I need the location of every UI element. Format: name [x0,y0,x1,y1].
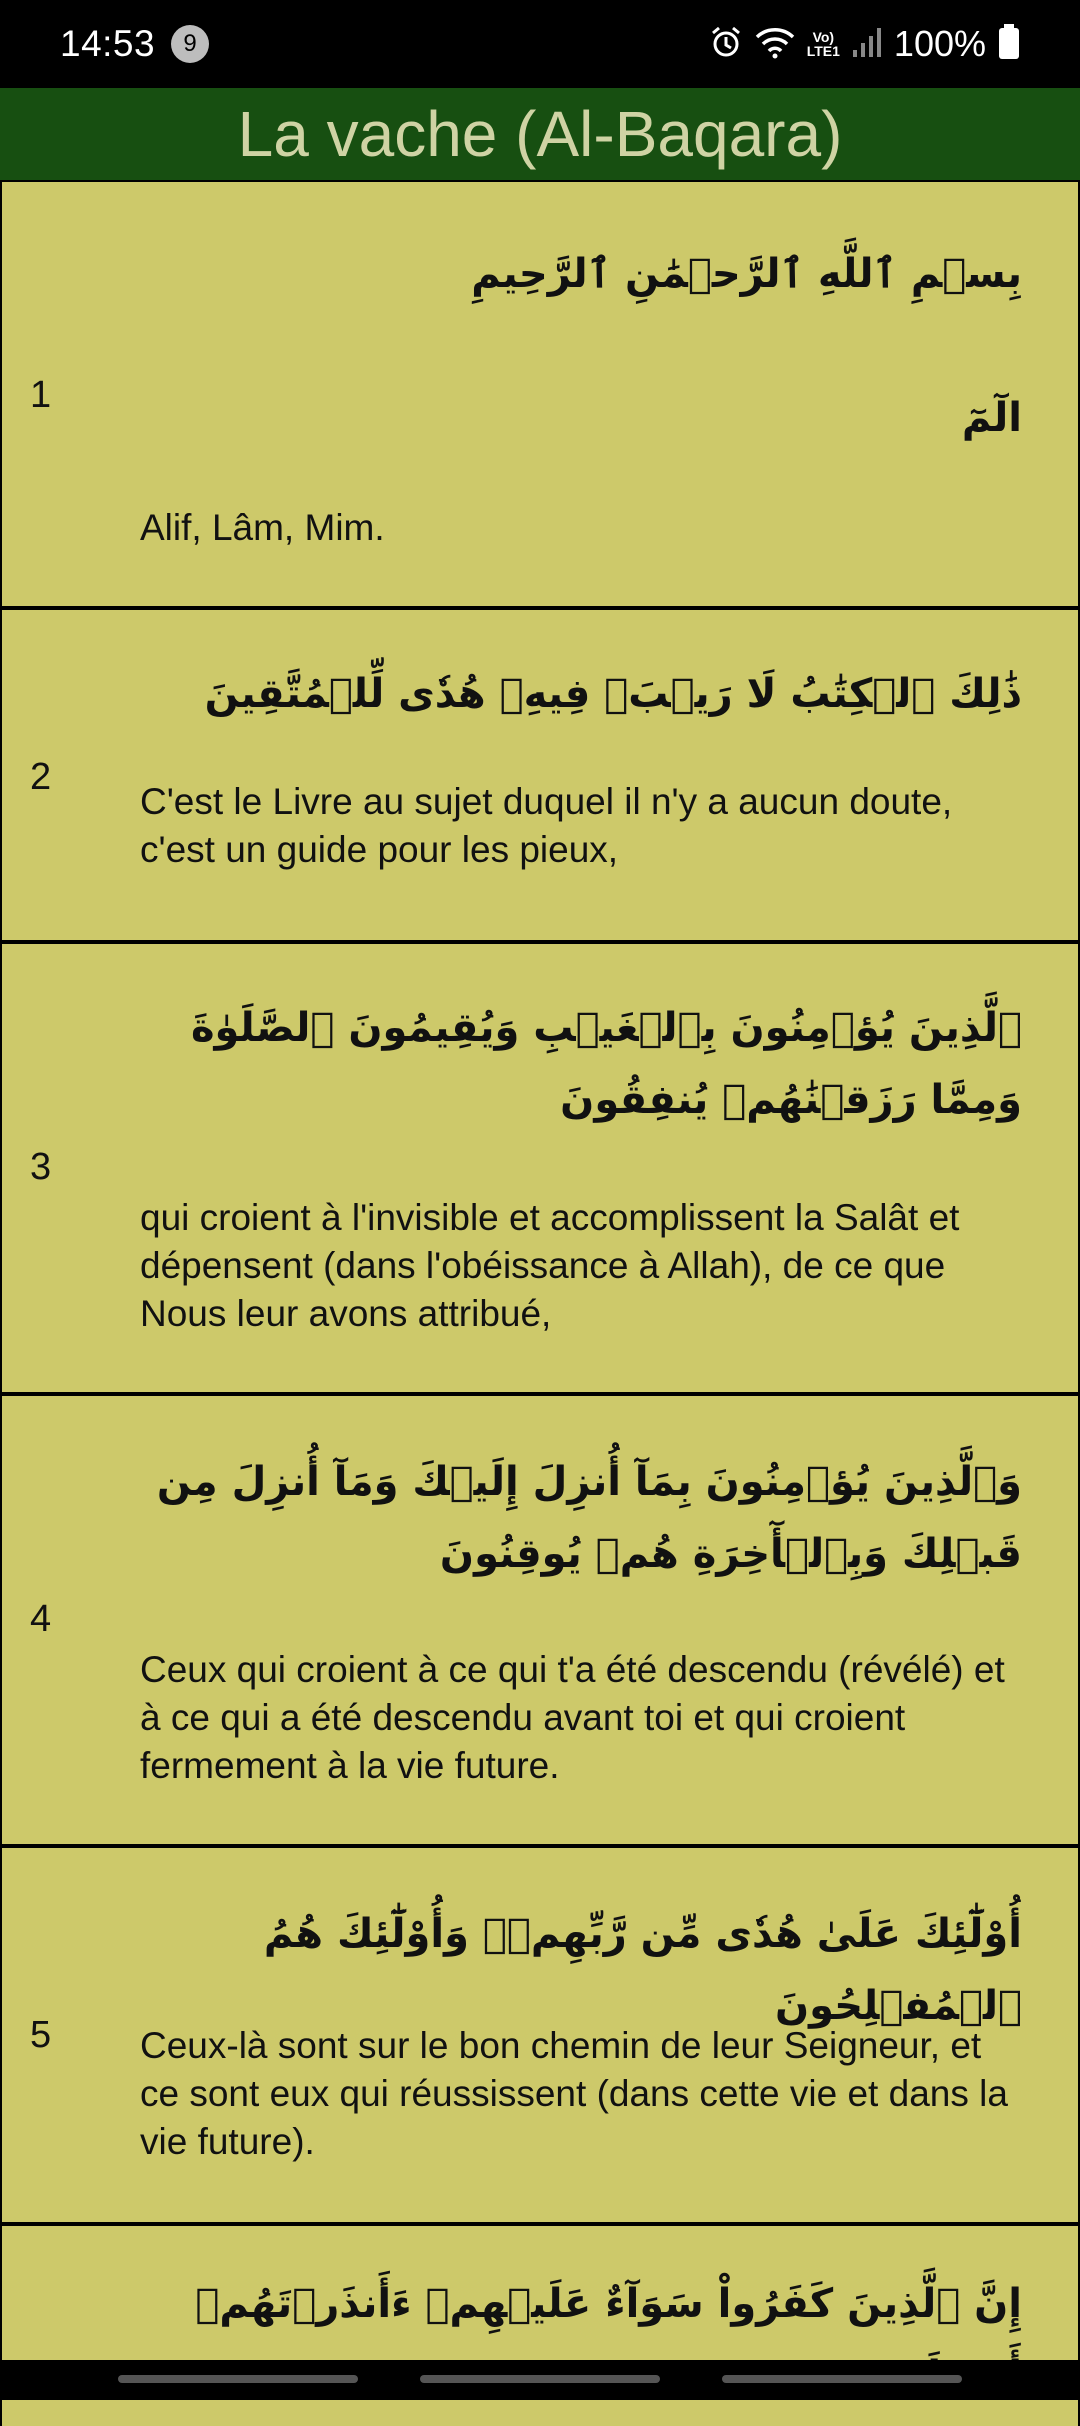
status-bar [0,0,1080,88]
verse-number: 5 [30,2014,52,2056]
verse-number: 2 [30,756,52,798]
bismillah-text: بِسۡمِ ٱللَّهِ ٱلرَّحۡمَٰنِ ٱلرَّحِيمِ [471,251,1022,297]
status-time: 14:53 [60,23,156,64]
alarm-icon [709,25,743,64]
verse-arabic: ذَٰلِكَ ٱلۡكِتَٰبُ لَا رَيۡبَۛ فِيهِۛ هُدٗى لِّلۡمُتَّقِينَ [204,671,1022,717]
verse-arabic: الٓمٓ [961,395,1022,441]
verse-list[interactable] [0,180,1080,2360]
verse-translation: Ceux qui croient à ce qui t'a été descendu (révélé) et à ce qui a été descendu avant toi et qui croient fermement à la vie future. [140,1649,1005,1786]
lte-label: LTE1 [806,43,840,59]
verse-arabic: ٱلَّذِينَ يُؤۡمِنُونَ بِٱلۡغَيۡبِ وَيُقِيمُونَ ٱلصَّلَوٰةَ وَمِمَّا رَزَقۡنَٰهُمۡ يُنفِقُونَ [190,1005,1022,1123]
verse-card-1[interactable] [2,182,1078,606]
verse-number: 1 [30,374,52,416]
wifi-icon [755,25,795,64]
verse-card-4[interactable] [2,1396,1078,1844]
battery-percent: 100% [893,23,986,64]
nav-pill-center[interactable] [420,2375,660,2383]
verse-translation: Ceux-là sont sur le bon chemin de leur Seigneur, et ce sont eux qui réussissent (dans cette vie et dans la vie future). [140,2025,1008,2162]
verse-arabic: وَٱلَّذِينَ يُؤۡمِنُونَ بِمَآ أُنزِلَ إِلَيۡكَ وَمَآ أُنزِلَ مِن قَبۡلِكَ وَبِٱلۡأٓخِرَةِ هُمۡ يُوقِنُونَ [156,1459,1022,1577]
nav-pill-left[interactable] [118,2375,358,2383]
navigation-bar [0,2360,1080,2400]
verse-card-5[interactable] [2,1848,1078,2222]
verse-card-2[interactable] [2,610,1078,940]
page-title-bar [0,88,1080,180]
verse-translation: C'est le Livre au sujet duquel il n'y a aucun doute, c'est un guide pour les pieux, [140,781,953,870]
status-icons [709,23,1020,65]
verse-arabic: إِنَّ ٱلَّذِينَ كَفَرُواْ سَوَآءٌ عَلَيۡهِمۡ ءَأَنذَرۡتَهُمۡ [195,2281,1022,2327]
verse-card-3[interactable] [2,944,1078,1392]
signal-icon [852,26,882,63]
volte-indicator [807,30,840,58]
verse-number: 3 [30,1146,52,1188]
verse-translation: qui croient à l'invisible et accomplissent la Salât et dépensent (dans l'obéissance à Allah), de ce que Nous leur avons attribué, [140,1197,960,1334]
volte-label: Vo) [812,29,835,45]
verse-translation: Alif, Lâm, Mim. [140,507,385,548]
notification-count-badge: 9 [171,25,209,63]
verse-number: 4 [30,1598,52,1640]
nav-pill-right[interactable] [722,2375,962,2383]
page-title: La vache (Al-Baqara) [237,98,843,170]
battery-icon [998,24,1020,65]
verse-arabic: أُوْلَٰٓئِكَ عَلَىٰ هُدٗى مِّن رَّبِّهِمۡۖ وَأُوْلَٰٓئِكَ هُمُ ٱلۡمُفۡلِحُونَ [263,1911,1022,2029]
